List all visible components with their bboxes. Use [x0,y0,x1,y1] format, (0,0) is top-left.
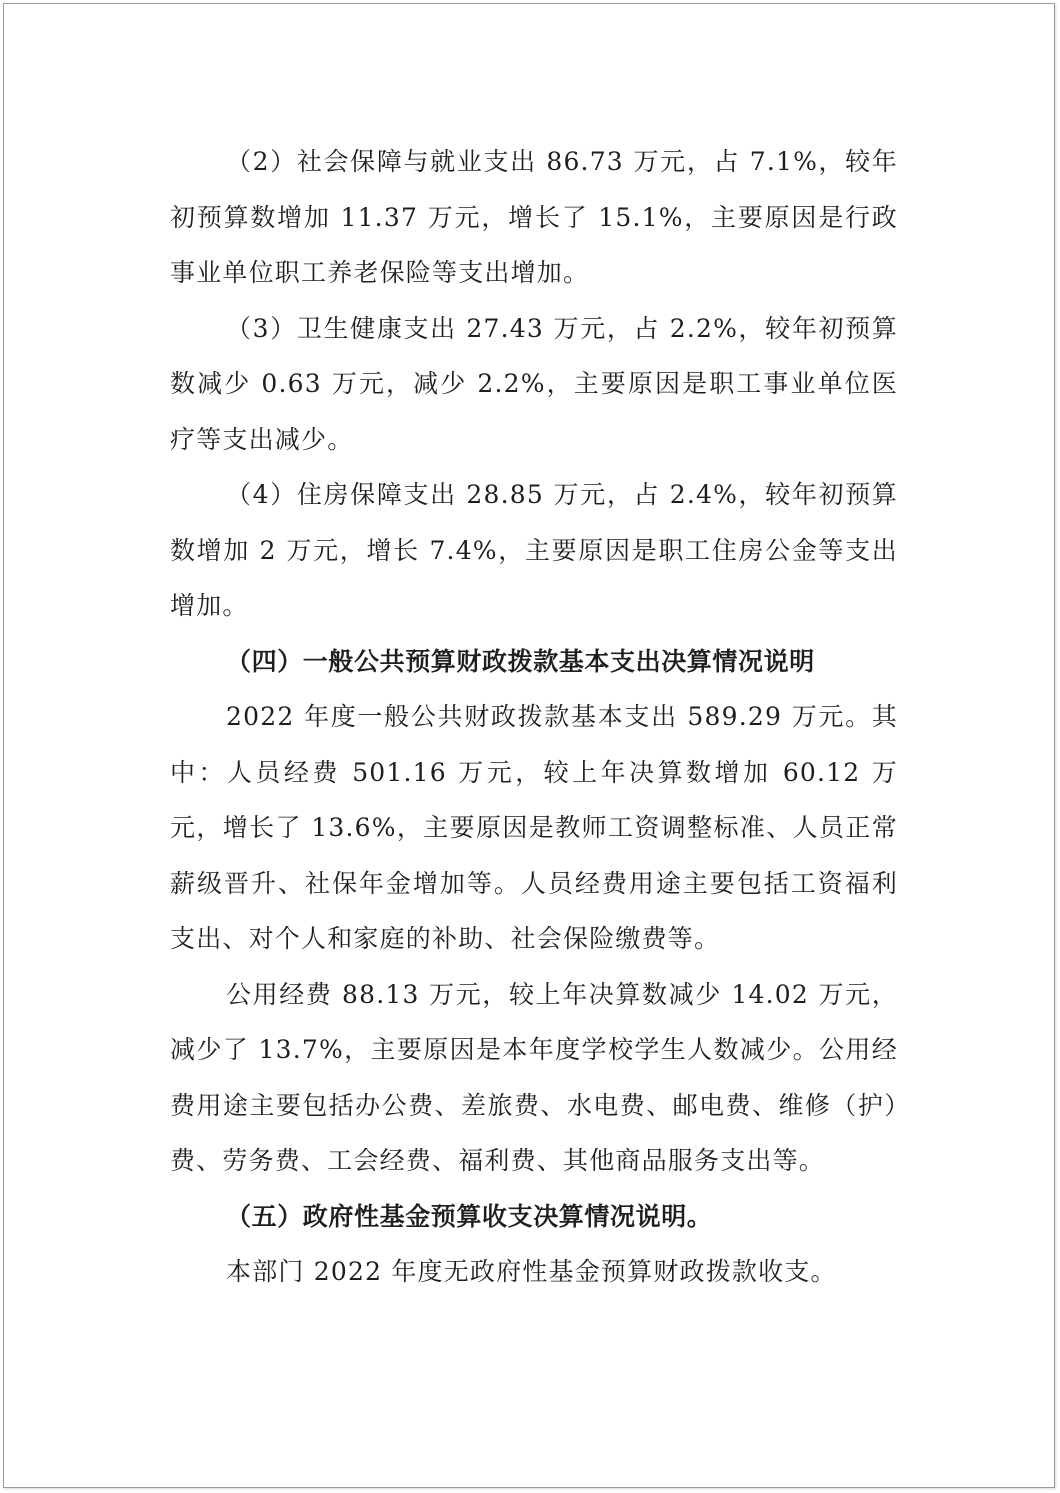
paragraph-housing: （4）住房保障支出 28.85 万元，占 2.4%，较年初预算数增加 2 万元，增长 7.4%，主要原因是职工住房公金等支出增加。 [170,480,898,620]
paragraph-government-fund: 本部门 2022 年度无政府性基金预算财政拨款收支。 [226,1257,837,1286]
section-heading-basic-expenditure: （四）一般公共预算财政拨款基本支出决算情况说明 [226,646,815,676]
paragraph-social-security: （2）社会保障与就业支出 86.73 万元，占 7.1%，较年初预算数增加 11.37 万元，增长了 15.1%，主要原因是行政事业单位职工养老保险等支出增加。 [170,147,898,287]
document-page [3,3,1055,1488]
paragraph-personnel-expenses: 2022 年度一般公共财政拨款基本支出 589.29 万元。其中：人员经费 501.16 万元，较上年决算数增加 60.12 万元，增长了 13.6%，主要原因是教师工资调整标准、人员正常薪级晋升、社保年金增加等。人员经费用途主要包括工资福利支出、对个人和家庭的补助、社会保险缴费等。 [170,702,898,953]
paragraph-public-expenses: 公用经费 88.13 万元，较上年决算数减少 14.02 万元，减少了 13.7%，主要原因是本年度学校学生人数减少。公用经费用途主要包括办公费、差旅费、水电费、邮电费、维修（护）费、劳务费、工会经费、福利费、其他商品服务支出等。 [170,979,898,1175]
document-body [170,134,898,1300]
section-heading-government-fund: （五）政府性基金预算收支决算情况说明。 [226,1201,713,1231]
paragraph-health: （3）卫生健康支出 27.43 万元，占 2.2%，较年初预算数减少 0.63 万元，减少 2.2%，主要原因是职工事业单位医疗等支出减少。 [170,313,898,454]
